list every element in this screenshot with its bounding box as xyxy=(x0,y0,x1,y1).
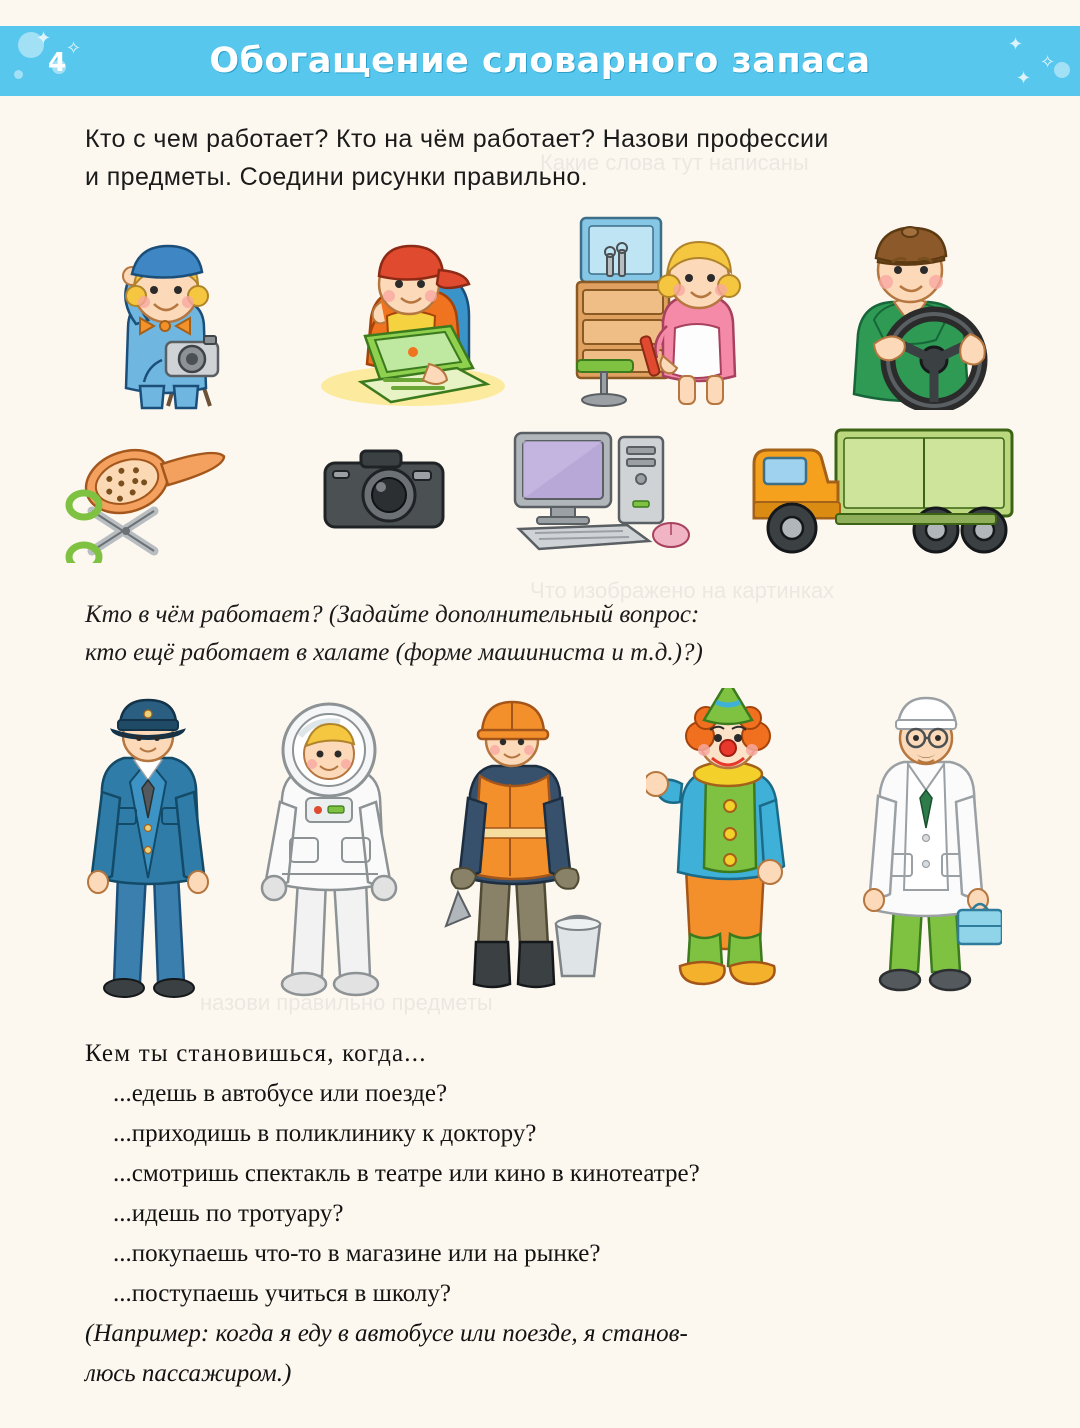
task1-prompt-line2: и предметы. Соедини рисунки правильно. xyxy=(85,163,589,191)
task2-prompt-line2: кто ещё работает в халате (форме машиниста и т.д.)?) xyxy=(85,639,703,666)
picture-photographer-girl[interactable] xyxy=(70,210,260,410)
picture-hairdresser-girl[interactable] xyxy=(567,210,757,410)
star-icon: ✦ xyxy=(1008,34,1024,54)
star-icon: ✦ xyxy=(36,28,52,48)
task3-item-1: ...едешь в автобусе или поезде? xyxy=(113,1080,448,1107)
decorative-bubble xyxy=(14,70,23,79)
picture-computer[interactable] xyxy=(507,423,697,563)
task3-heading: Кем ты становишься, когда... xyxy=(85,1040,427,1067)
task2-people-row xyxy=(0,688,1080,1008)
ghost-text: назови правильно предметы xyxy=(200,990,493,1015)
picture-clown[interactable] xyxy=(646,688,816,1008)
page-content xyxy=(0,120,1080,1394)
picture-hairbrush-and-scissors[interactable] xyxy=(60,423,270,563)
star-icon: ✦ xyxy=(1016,68,1032,88)
picture-doctor[interactable] xyxy=(852,688,1002,1008)
task3-item-6: ...поступаешь учиться в школу? xyxy=(113,1280,451,1307)
task3-item-3: ...смотришь спектакль в театре или кино в кинотеатре? xyxy=(113,1160,700,1187)
ghost-text: Что изображено на картинках xyxy=(530,578,835,603)
picture-programmer-boy[interactable] xyxy=(313,210,513,410)
star-icon: ✧ xyxy=(66,38,82,58)
star-icon: ✧ xyxy=(1040,52,1056,72)
task3-note-line2: люсь пассажиром.) xyxy=(85,1360,292,1387)
picture-train-driver[interactable] xyxy=(78,688,218,1008)
task1-objects-row xyxy=(0,418,1080,568)
page-header xyxy=(0,26,1080,96)
task3-item-5: ...покупаешь что-то в магазине или на рынке? xyxy=(113,1240,601,1267)
task2-prompt-line1: Кто в чём работает? (Задайте дополнительный вопрос: xyxy=(85,601,700,628)
task2-prompt xyxy=(0,596,1080,672)
task3-block xyxy=(0,1034,1080,1394)
task3-item-4: ...идешь по тротуару? xyxy=(113,1200,344,1227)
task1-prompt xyxy=(0,120,1080,196)
picture-photo-camera[interactable] xyxy=(313,433,463,553)
decorative-bubble xyxy=(1054,62,1070,78)
page-title: Обогащение словарного запаса xyxy=(209,41,871,81)
task1-prompt-line1: Кто с чем работает? Кто на чём работает? Назови профессии xyxy=(85,125,829,153)
task3-item-2: ...приходишь в поликлинику к доктору? xyxy=(113,1120,537,1147)
task3-note-line1: (Например: когда я еду в автобусе или поезде, я станов- xyxy=(85,1320,688,1347)
page-number: 4 xyxy=(48,48,67,78)
picture-truck[interactable] xyxy=(740,418,1020,568)
task1-people-row xyxy=(0,210,1080,410)
ghost-text: Какие слова тут написаны xyxy=(540,150,809,175)
picture-astronaut[interactable] xyxy=(254,688,404,1008)
picture-builder[interactable] xyxy=(440,688,610,1008)
picture-driver-man[interactable] xyxy=(810,210,1010,410)
